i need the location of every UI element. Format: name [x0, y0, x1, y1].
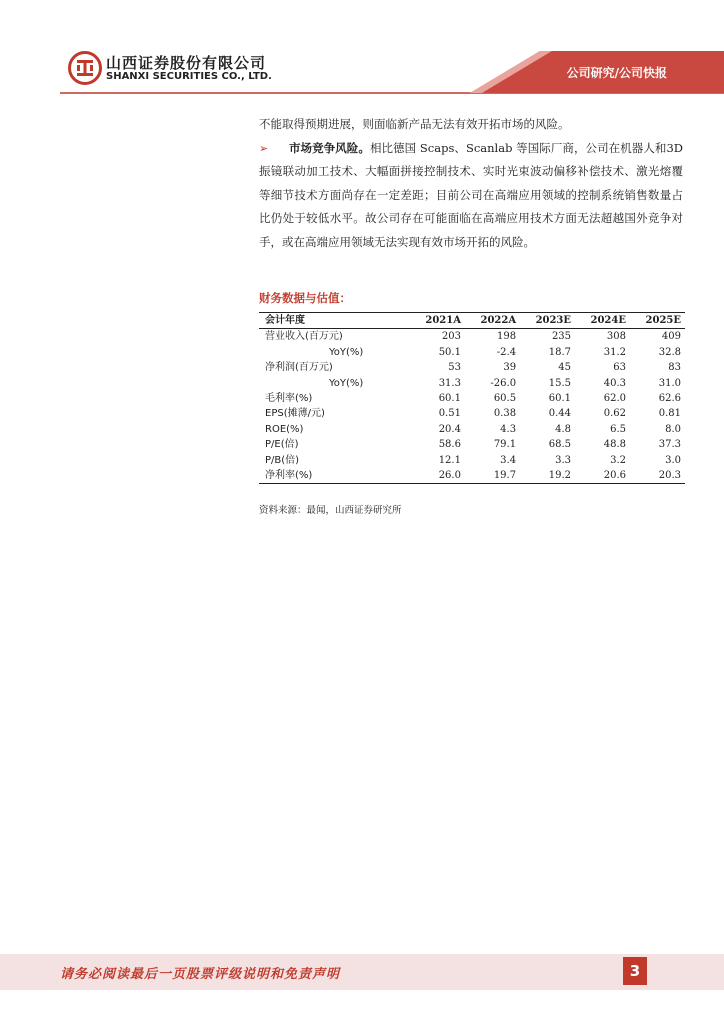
table-cell: 60.1	[548, 393, 572, 405]
row-label: 净利润(百万元)	[265, 362, 333, 374]
table-cell: 4.8	[555, 423, 572, 435]
risk-text: 相比德国 Scaps、Scanlab 等国际厂商，公司在机器人和3D 振镜联动加工技术、大幅面拼接控制技术、实时光束波动偏移补偿技术、激光熔覆等细节技术方面尚存在一定差距；目前公司在高端应用领域的控制系统销售数量占比仍处于较低水平。故公司存在可能面临在高端应用技术方面无法超越国外竞争对手，或在高端应用领域无法实现有效市场开拓的风险。	[259, 140, 683, 249]
risk-bullet	[259, 137, 683, 255]
table-cell: 308	[606, 331, 626, 343]
company-name-en: SHANXI SECURITIES CO., LTD.	[106, 71, 272, 82]
risk-title: 市场竞争风险。	[289, 140, 370, 155]
table-cell: 235	[551, 331, 572, 343]
table-row	[259, 345, 685, 360]
table-cell: 26.0	[410, 468, 465, 484]
table-cell: 12.1	[438, 454, 461, 466]
table-row	[259, 360, 685, 375]
table-cell: 6.5	[610, 423, 626, 435]
column-header: 2023E	[520, 313, 575, 329]
table-cell: 40.3	[603, 377, 626, 389]
table-cell: 203	[441, 331, 461, 343]
table-cell: 0.81	[658, 408, 681, 420]
bullet-arrow-icon: ➢	[259, 141, 269, 155]
table-row	[259, 437, 685, 452]
table-cell: 20.4	[438, 423, 461, 435]
table-cell: 32.8	[658, 346, 681, 358]
table-cell: 83	[668, 362, 681, 374]
table-cell: 198	[496, 331, 517, 343]
column-header: 2024E	[575, 313, 630, 329]
table-cell: 37.3	[658, 439, 681, 451]
table-cell: 18.7	[548, 346, 572, 358]
table-cell: 8.0	[665, 423, 681, 435]
table-cell: 31.3	[438, 377, 461, 389]
table-row	[259, 468, 685, 484]
table-row	[259, 422, 685, 437]
row-label: 毛利率(%)	[265, 393, 313, 405]
table-cell: 60.1	[438, 393, 461, 405]
financial-section-title: 财务数据与估值：	[259, 291, 351, 305]
table-cell: 3.2	[610, 454, 626, 466]
table-header-row	[259, 313, 685, 329]
table-cell: 0.62	[603, 408, 626, 420]
table-cell: 62.0	[603, 393, 626, 405]
report-type-label: 公司研究/公司快报	[566, 66, 667, 80]
row-label: YoY(%)	[329, 377, 364, 389]
footer-disclaimer: 请务必阅读最后一页股票评级说明和免责声明	[60, 967, 341, 982]
financial-table	[259, 312, 685, 484]
table-cell: 53	[448, 362, 461, 374]
table-cell: 0.38	[493, 408, 517, 420]
table-cell: 50.1	[438, 346, 461, 358]
table-cell: 45	[558, 362, 572, 374]
table-row	[259, 406, 685, 421]
table-cell: 62.6	[658, 393, 681, 405]
page-number: 3	[623, 957, 647, 985]
table-cell: 19.7	[465, 468, 520, 484]
table-cell: 48.8	[603, 439, 626, 451]
table-cell: 31.0	[658, 377, 681, 389]
table-cell: 79.1	[493, 439, 517, 451]
table-cell: 3.4	[500, 454, 517, 466]
table-cell: -26.0	[490, 377, 517, 389]
row-label: 净利率(%)	[259, 468, 410, 484]
table-cell: 20.6	[575, 468, 630, 484]
table-cell: 68.5	[548, 439, 572, 451]
table-cell: 31.2	[603, 346, 626, 358]
header-ribbon	[0, 0, 724, 100]
table-row	[259, 329, 685, 345]
row-label: P/E(倍)	[265, 439, 299, 451]
table-cell: 63	[613, 362, 626, 374]
body-content	[259, 113, 683, 254]
page-header	[0, 0, 724, 100]
table-cell: 60.5	[493, 393, 517, 405]
table-cell: 39	[503, 362, 517, 374]
table-cell: 3.3	[555, 454, 572, 466]
continued-paragraph: 不能取得预期进展，则面临新产品无法有效开拓市场的风险。	[259, 117, 570, 131]
table-row	[259, 453, 685, 468]
column-header: 2025E	[630, 313, 685, 329]
table-cell: 58.6	[438, 439, 461, 451]
table-cell: 15.5	[548, 377, 572, 389]
table-row	[259, 376, 685, 391]
table-cell: 4.3	[500, 423, 517, 435]
column-header: 2022A	[465, 313, 520, 329]
row-label: P/B(倍)	[265, 454, 300, 466]
table-row	[259, 391, 685, 406]
table-cell: 20.3	[630, 468, 685, 484]
table-cell: 19.2	[520, 468, 575, 484]
column-header: 2021A	[410, 313, 465, 329]
company-logo-icon	[68, 51, 102, 85]
company-name-cn: 山西证券股份有限公司	[106, 54, 267, 72]
table-cell: 0.51	[438, 408, 461, 420]
table-cell: 3.0	[665, 454, 681, 466]
row-label: ROE(%)	[265, 423, 304, 435]
column-header: 会计年度	[259, 313, 410, 329]
row-label: YoY(%)	[329, 346, 364, 358]
risk-paragraph	[259, 137, 683, 255]
row-label: EPS(摊薄/元)	[265, 408, 325, 420]
row-label: 营业收入(百万元)	[265, 331, 343, 343]
table-cell: -2.4	[496, 346, 517, 358]
table-cell: 0.44	[548, 408, 572, 420]
table-cell: 409	[661, 331, 681, 343]
table-source-note: 资料来源：最闻，山西证券研究所	[259, 505, 402, 516]
